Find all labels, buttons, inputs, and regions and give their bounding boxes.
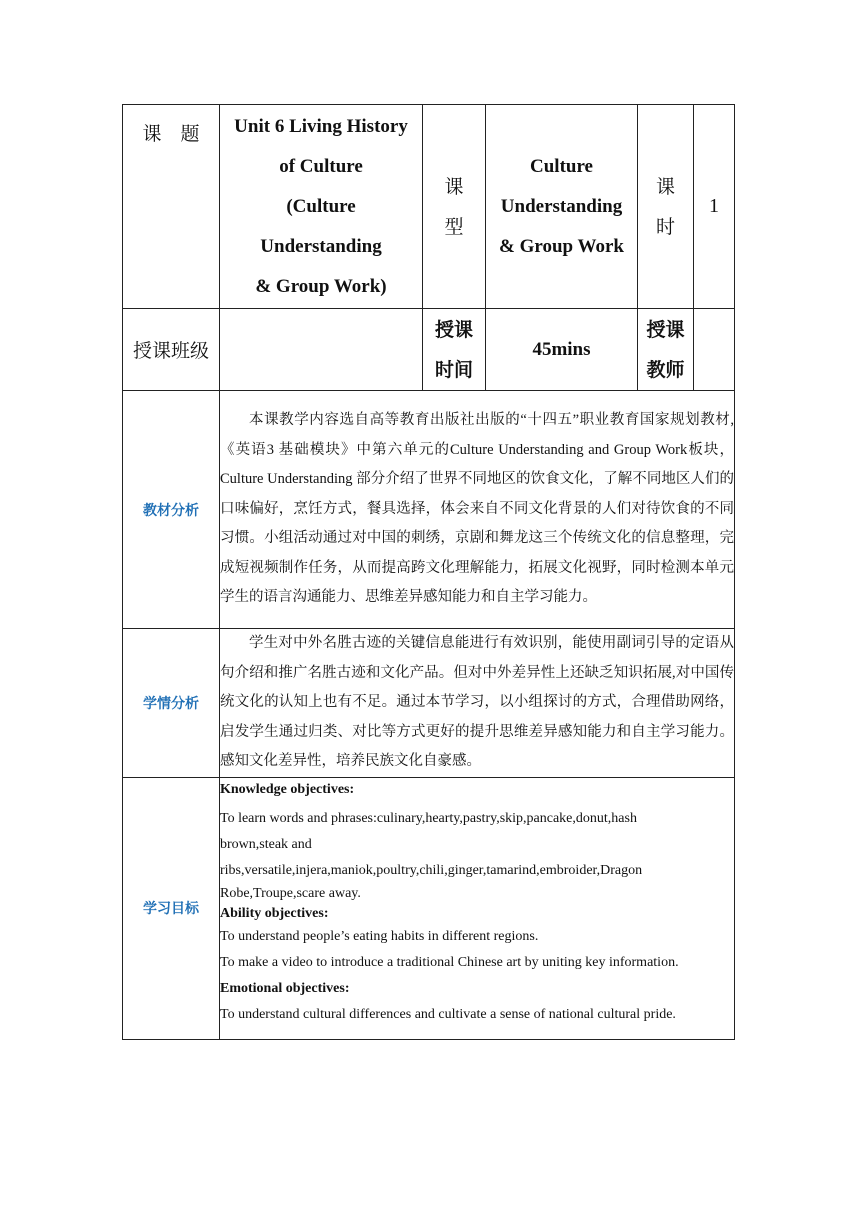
lesson-plan-table: [122, 104, 735, 1040]
hours-label: [638, 105, 694, 309]
ability-title: Ability objectives:: [220, 905, 329, 921]
topic-label: 课 题: [123, 105, 220, 309]
type-line: Understanding: [500, 195, 623, 217]
class-value: [220, 309, 423, 391]
type-line: & Group Work: [499, 235, 624, 257]
teacher-label: [638, 309, 694, 391]
time-value: 45mins: [486, 309, 638, 391]
teacher-label-line: 教师: [646, 358, 685, 381]
topic-line: Understanding: [260, 235, 382, 257]
students-row: [123, 629, 735, 778]
time-label-line: 时间: [434, 358, 473, 381]
ability-line: To understand people’s eating habits in different regions.: [220, 928, 539, 944]
type-label-char: 型: [444, 215, 464, 238]
teacher-label-line: 授课: [646, 318, 685, 341]
hours-value: 1: [694, 105, 735, 309]
type-label: [423, 105, 486, 309]
objectives-row: [123, 777, 735, 1039]
textbook-label: 教材分析: [123, 391, 220, 629]
emotional-title: Emotional objectives:: [220, 980, 350, 996]
objectives-label: 学习目标: [123, 777, 220, 1039]
knowledge-line: brown,steak and: [220, 836, 312, 852]
textbook-analysis: 本课教学内容选自高等教育出版社出版的“十四五”职业教育国家规划教材,《英语3 基础模块》中第六单元的Culture Understanding and Group Work板块，Culture Understanding 部分介绍了世界不同地区的饮食文化，了解不同地区人们的口味偏好，烹饪方式，餐具选择，体会来自不同文化背景的人们对待饮食的不同习惯。小组活动通过对中国的刺绣，京剧和舞龙这三个传统文化的信息整理，完成短视频制作任务，从而提高跨文化理解能力，拓展文化视野，同时检测本单元学生的语言沟通能力、思维差异感知能力和自主学习能力。: [220, 391, 735, 629]
topic-row: [123, 105, 735, 309]
knowledge-title: Knowledge objectives:: [220, 781, 355, 797]
time-label: [423, 309, 486, 391]
textbook-row: [123, 391, 735, 629]
hours-label-char: 课: [655, 175, 675, 198]
type-label-char: 课: [444, 175, 464, 198]
topic-line: Unit 6 Living History: [234, 115, 408, 137]
type-line: Culture: [530, 155, 593, 177]
objectives-content: [220, 777, 735, 1039]
emotional-line: To understand cultural differences and cultivate a sense of national cultural pride.: [220, 1006, 676, 1022]
topic-line: & Group Work): [255, 275, 387, 297]
ability-line: To make a video to introduce a traditional Chinese art by uniting key information.: [220, 954, 679, 970]
time-label-line: 授课: [434, 318, 473, 341]
knowledge-line: Robe,Troupe,scare away.: [220, 885, 361, 901]
students-label: 学情分析: [123, 629, 220, 778]
knowledge-line: To learn words and phrases:culinary,hearty,pastry,skip,pancake,donut,hash: [220, 810, 637, 826]
class-row: [123, 309, 735, 391]
class-label: 授课班级: [123, 309, 220, 391]
hours-label-char: 时: [655, 215, 675, 238]
topic-value: [220, 105, 423, 309]
teacher-value: [694, 309, 735, 391]
topic-line: (Culture: [286, 195, 356, 217]
topic-line: of Culture: [279, 155, 363, 177]
students-analysis: 学生对中外名胜古迹的关键信息能进行有效识别，能使用副词引导的定语从句介绍和推广名胜古迹和文化产品。但对中外差异性上还缺乏知识拓展,对中国传统文化的认知上也有不足。通过本节学习，以小组探讨的方式，合理借助网络，启发学生通过归类、对比等方式更好的提升思维差异感知能力和自主学习能力。感知文化差异性，培养民族文化自豪感。: [220, 629, 735, 778]
type-value: [486, 105, 638, 309]
knowledge-line: ribs,versatile,injera,maniok,poultry,chili,ginger,tamarind,embroider,Dragon: [220, 862, 643, 878]
